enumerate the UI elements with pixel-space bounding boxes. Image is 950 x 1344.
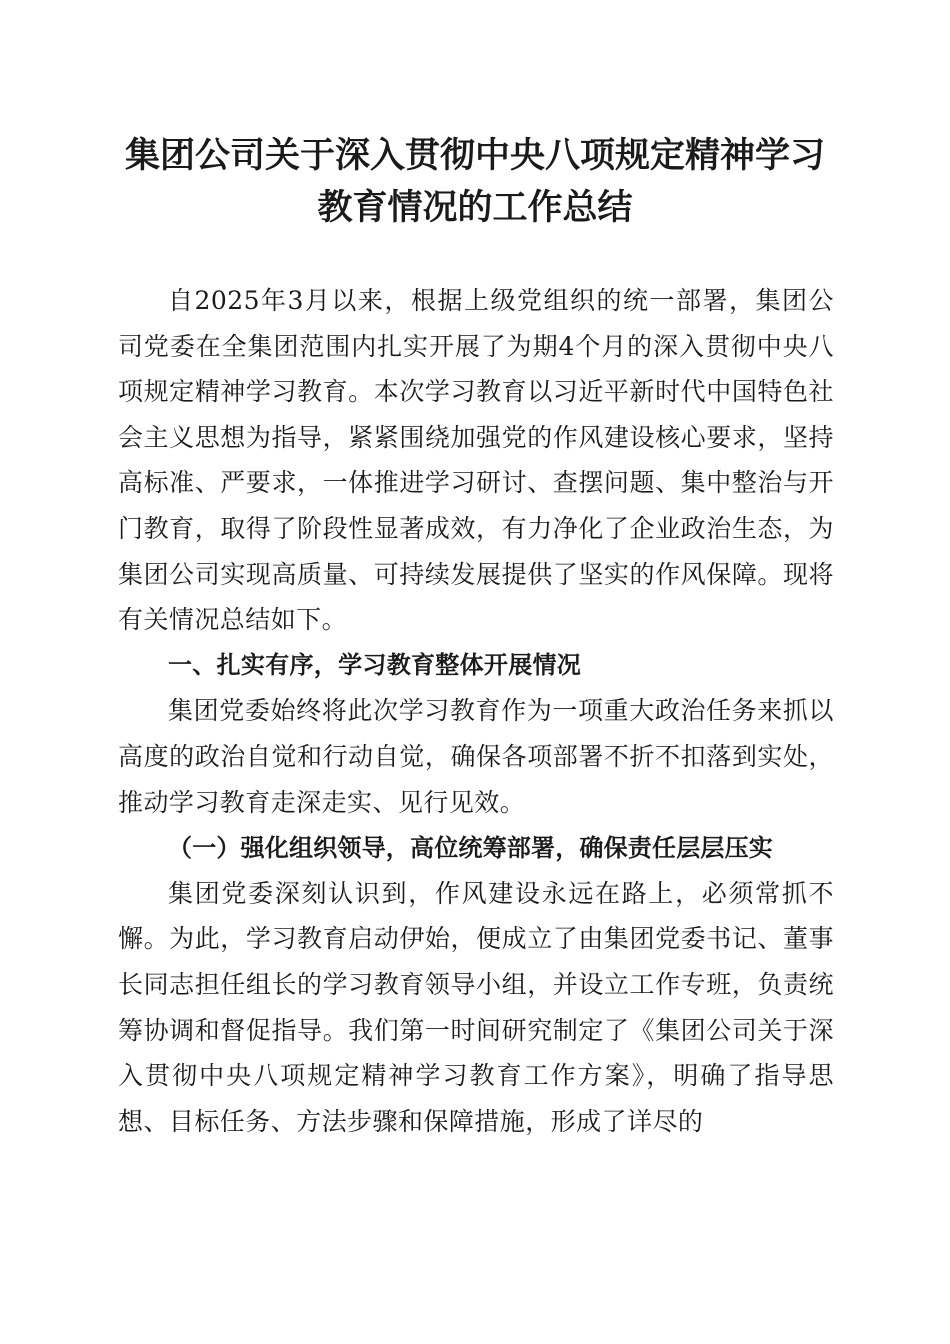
- document-body: [118, 278, 834, 1144]
- document-title: [100, 130, 850, 234]
- document-title-line-2: 教育情况的工作总结: [317, 188, 633, 228]
- subsection-1-1-paragraph: 集团党委深刻认识到，作风建设永远在路上，必须常抓不懈。为此，学习教育启动伊始，便成立了由集团党委书记、董事长同志担任组长的学习教育领导小组，并设立工作专班，负责统筹协调和督促指导。我们第一时间研究制定了《集团公司关于深入贯彻中央八项规定精神学习教育工作方案》，明确了指导思想、目标任务、方法步骤和保障措施，形成了详尽的: [118, 878, 834, 1136]
- document-title-line-1: 集团公司关于深入贯彻中央八项规定精神学习: [124, 136, 825, 176]
- section-1-paragraph: 集团党委始终将此次学习教育作为一项重大政治任务来抓以高度的政治自觉和行动自觉，确保各项部署不折不扣落到实处，推动学习教育走深走实、见行见效。: [118, 696, 834, 817]
- intro-paragraph: 自2025年3月以来，根据上级党组织的统一部署，集团公司党委在全集团范围内扎实开展了为期4个月的深入贯彻中央八项规定精神学习教育。本次学习教育以习近平新时代中国特色社会主义思想为指导，紧紧围绕加强党的作风建设核心要求，坚持高标准、严要求，一体推进学习研讨、查摆问题、集中整治与开门教育，取得了阶段性显著成效，有力净化了企业政治生态，为集团公司实现高质量、可持续发展提供了坚实的作风保障。现将有关情况总结如下。: [118, 286, 834, 635]
- subsection-heading-1-1: （一）强化组织领导，高位统筹部署，确保责任层层压实: [168, 833, 773, 863]
- section-heading-1: 一、扎实有序，学习教育整体开展情况: [168, 650, 582, 679]
